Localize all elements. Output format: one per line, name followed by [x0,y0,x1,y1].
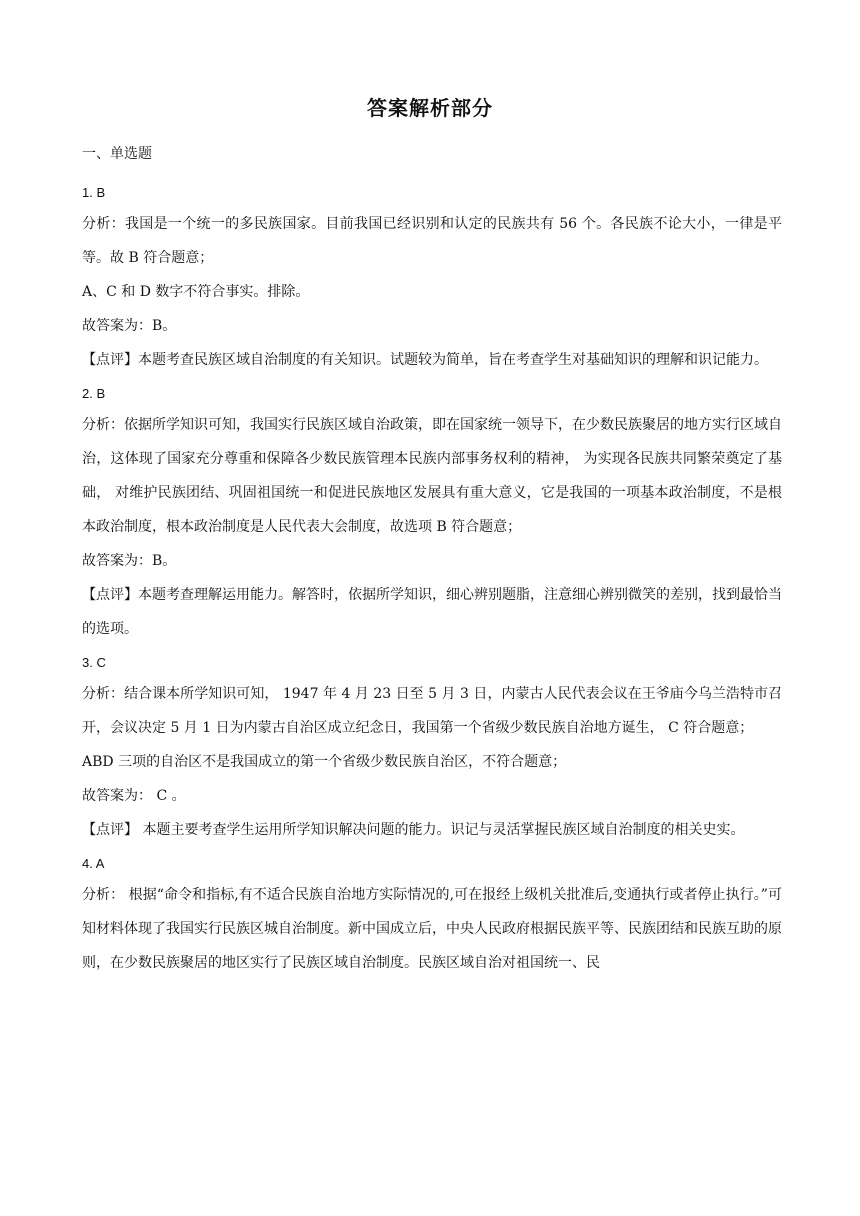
question-answer: 故答案为：B。 [82,318,177,334]
question-comment: 【点评】本题考查理解运用能力。解答时，依据所学知识，细心辨别题脂，注意细心辨别微笑的差别，找到最恰当的选项。 [82,587,782,637]
question-extra: A、C 和 D 数字不符合事实。排除。 [82,284,310,300]
question-analysis: 分析：依据所学知识可知，我国实行民族区域自治政策，即在国家统一领导下，在少数民族聚居的地方实行区域自治，这体现了国家充分尊重和保障各少数民族管理本民族内部事务权利的精神， 为实现各民族共同繁荣奠定了基础， 对维护民族团结、巩固祖国统一和促进民族地区发展具有重大意义，它是我国的一项基本政治制度，不是根本政治制度，根本政治制度是人民代表大会制度，故选项 B 符合题意； [82,417,782,535]
question-comment: 【点评】 本题主要考查学生运用所学知识解决问题的能力。识记与灵活掌握民族区域自治制度的相关史实。 [82,822,745,838]
section-heading: 一、单选题 [82,146,152,162]
page-title: 答案解析部分 [367,96,493,120]
question-answer: 故答案为： C 。 [82,788,186,804]
question-comment: 【点评】本题考查民族区域自治制度的有关知识。试题较为简单，旨在考查学生对基础知识的理解和识记能力。 [82,352,768,368]
question-block-3 [82,648,782,847]
question-number: 2. B [82,386,106,401]
question-extra: ABD 三项的自治区不是我国成立的第一个省级少数民族自治区，不符合题意； [82,754,567,770]
question-block-2 [82,379,782,646]
question-answer: 故答案为：B。 [82,553,177,569]
question-block-1 [82,178,782,377]
question-number: 4. A [82,856,105,871]
answer-content [82,140,782,980]
question-number: 3. C [82,655,106,670]
question-analysis: 分析：结合课本所学知识可知， 1947 年 4 月 23 日至 5 月 3 日，内蒙古人民代表会议在王爷庙今乌兰浩特市召开，会议决定 5 月 1 日为内蒙古自治区成立纪念日，我国第一个省级少数民族自治地方诞生， C 符合题意； [82,686,782,736]
question-analysis: 分析：我国是一个统一的多民族国家。目前我国已经识别和认定的民族共有 56 个。各民族不论大小，一律是平等。故 B 符合题意； [82,216,782,266]
question-number: 1. B [82,185,106,200]
question-analysis: 分析： 根据“命令和指标,有不适合民族自治地方实际情况的,可在报经上级机关批准后,变通执行或者停止执行。”可知材料体现了我国实行民族区城自治制度。新中国成立后，中央人民政府根据民族平等、民族团结和民族互助的原则，在少数民族聚居的地区实行了民族区域自治制度。民族区域自治对祖国统一、民 [82,887,782,971]
question-block-4 [82,849,782,980]
